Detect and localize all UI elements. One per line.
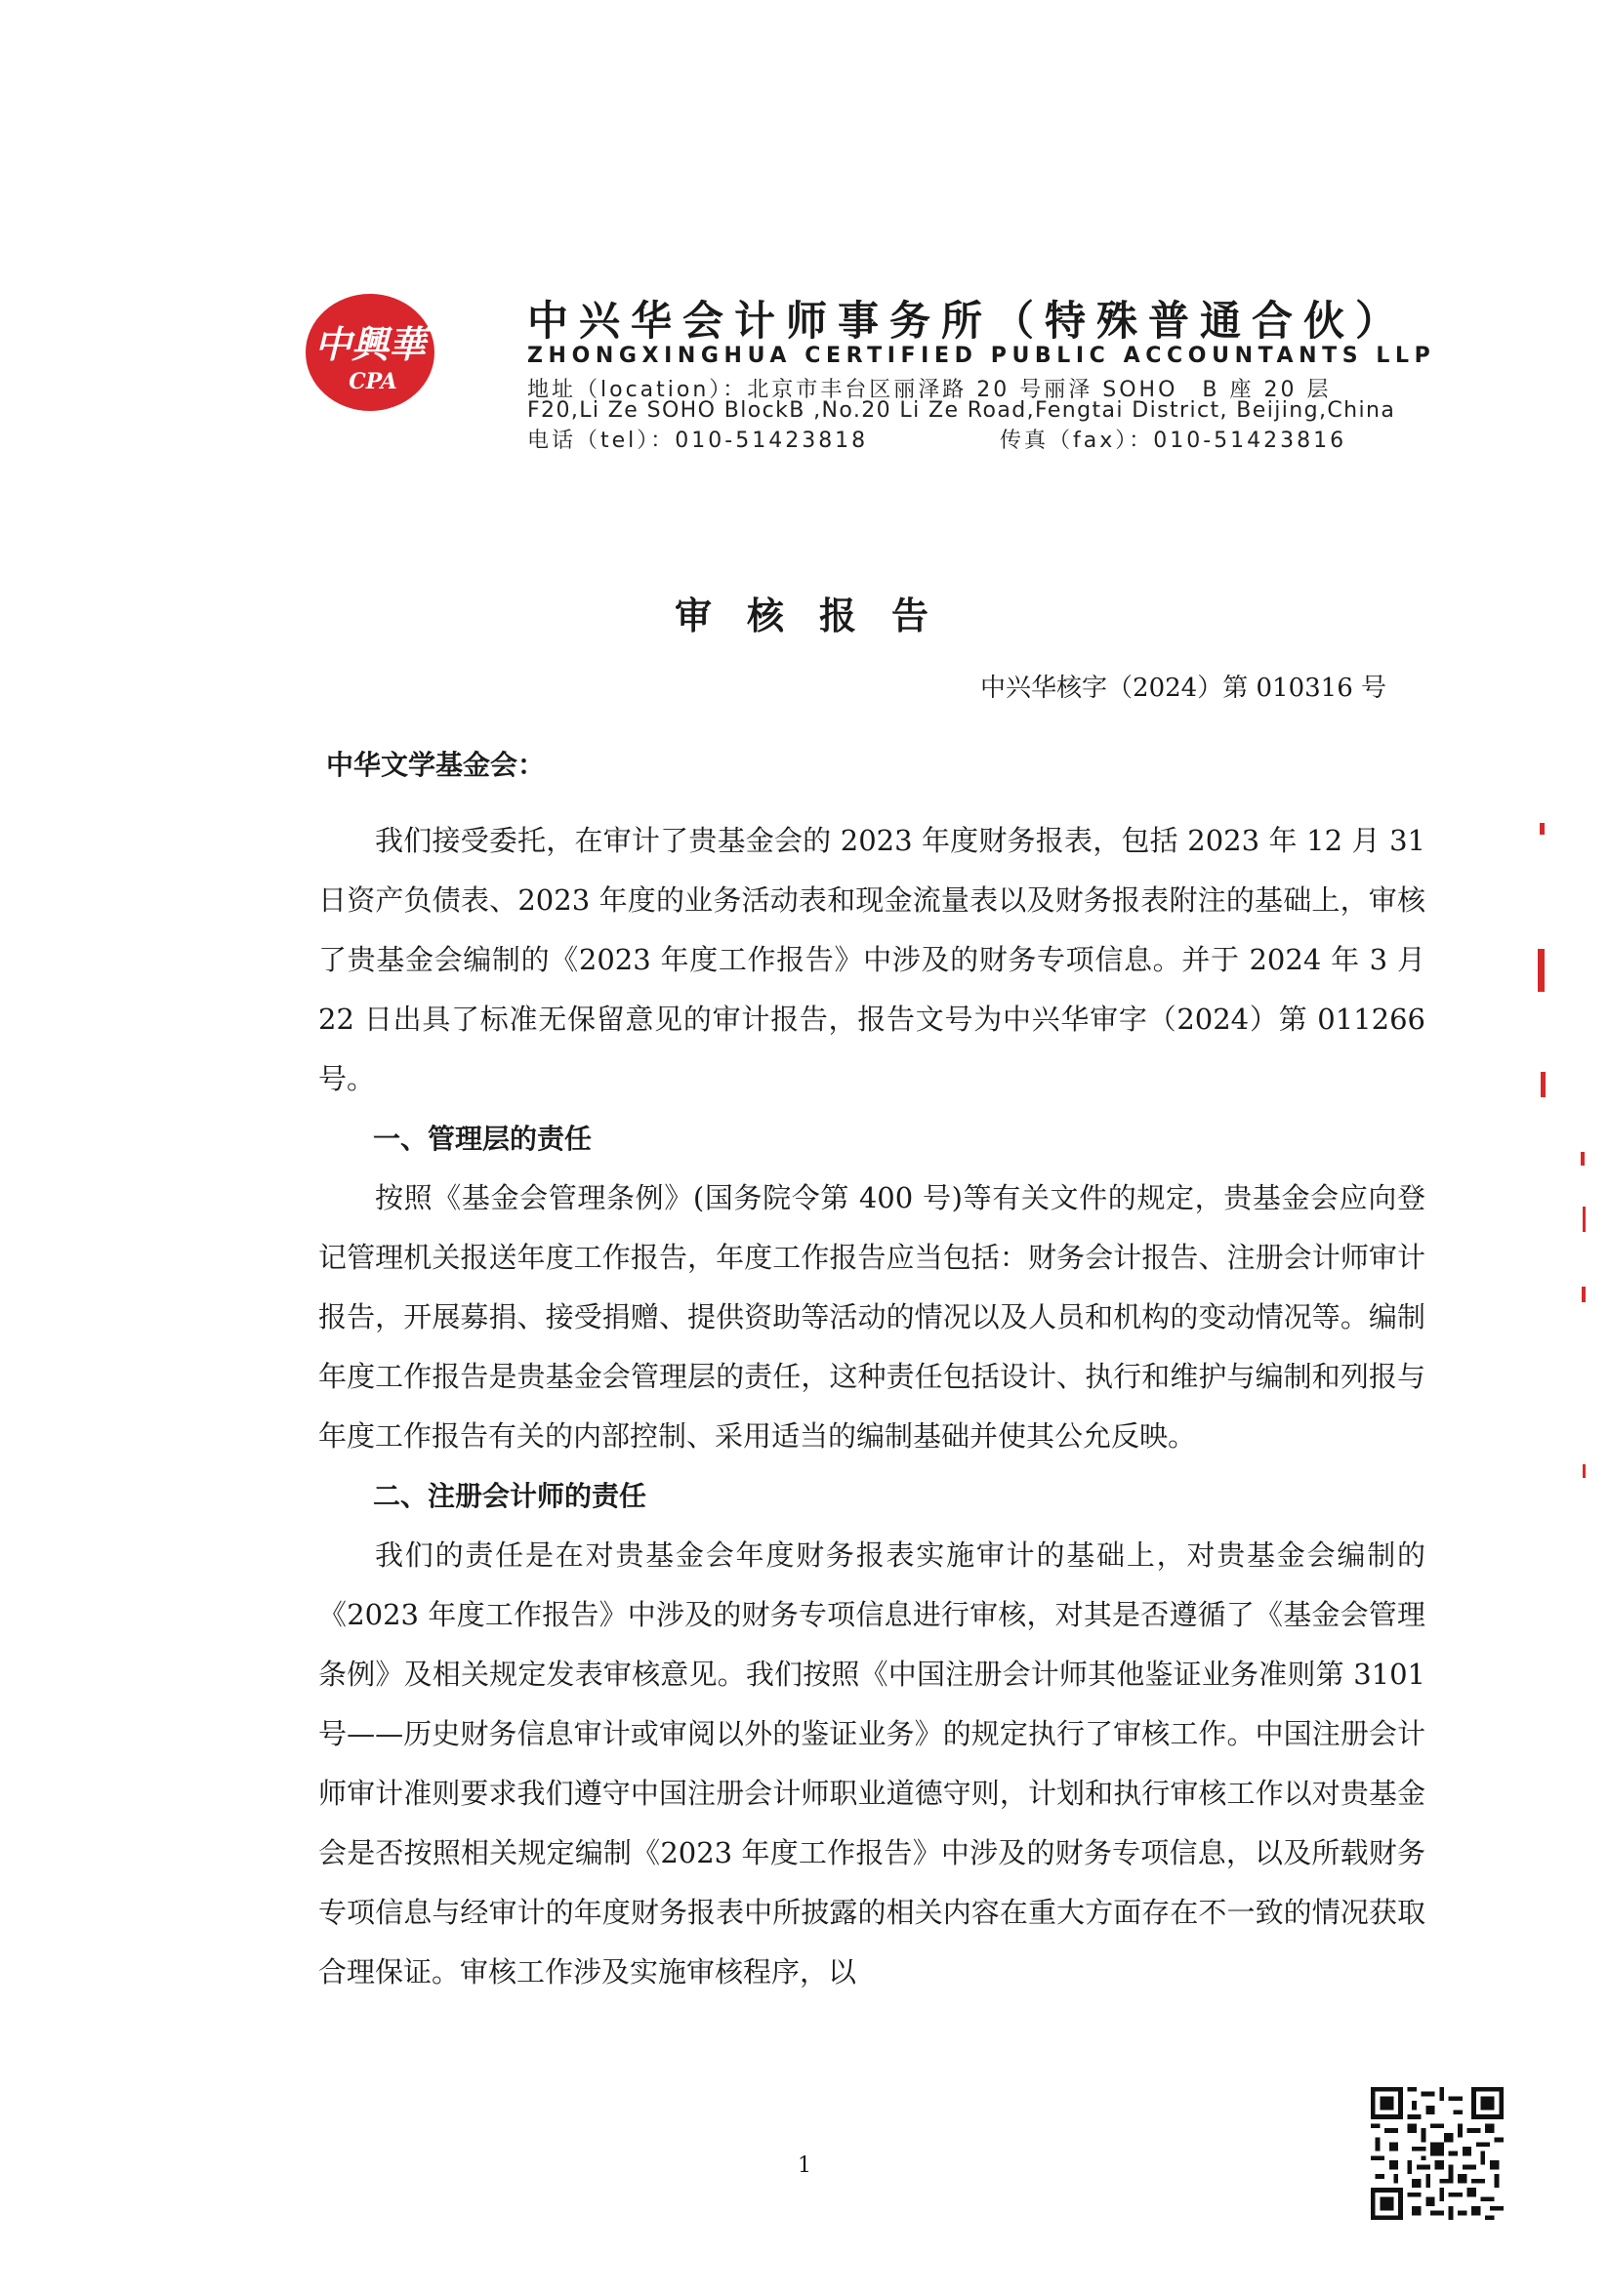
- firm-name-en: ZHONGXINGHUA CERTIFIED PUBLIC ACCOUNTANTS LLP: [527, 344, 1436, 368]
- edge-mark: [1538, 949, 1545, 992]
- paragraph-2: 按照《基金会管理条例》(国务院令第 400 号)等有关文件的规定，贵基金会应向登记管理机关报送年度工作报告，年度工作报告应当包括：财务会计报告、注册会计师审计报告，开展募捐、接受捐赠、提供资助等活动的情况以及人员和机构的变动情况等。编制年度工作报告是贵基金会管理层的责任，这种责任包括设计、执行和维护与编制和列报与年度工作报告有关的内部控制、采用适当的编制基础并使其公允反映。: [318, 1181, 1425, 1453]
- report-title: 审核报告: [674, 594, 964, 637]
- edge-mark: [1582, 1287, 1586, 1302]
- report-body: [318, 811, 1425, 2002]
- report-reference: 中兴华核字（2024）第 010316 号: [980, 674, 1386, 703]
- edge-mark: [1583, 1464, 1586, 1478]
- heading-cpa-responsibility: 二、注册会计师的责任: [373, 1480, 647, 1512]
- edge-mark: [1541, 1072, 1546, 1097]
- edge-mark: [1583, 1207, 1586, 1232]
- logo-sub: CPA: [349, 369, 397, 394]
- qr-code-icon: [1371, 2087, 1504, 2220]
- fax: 传真（fax）：010-51423816: [1000, 429, 1347, 453]
- heading-management-responsibility: 一、管理层的责任: [373, 1123, 593, 1155]
- edge-mark: [1581, 1152, 1585, 1166]
- tel: 电话（tel）：010-51423818: [527, 429, 869, 453]
- addressee: 中华文学基金会：: [326, 749, 546, 781]
- page-number: 1: [798, 2153, 811, 2178]
- firm-logo-icon: [305, 293, 435, 412]
- logo-text: 中興華: [313, 322, 427, 366]
- contact-line: [527, 424, 1425, 454]
- address-en: F20,Li Ze SOHO BlockB ,No.20 Li Ze Road,Fengtai District, Beijing,China: [527, 398, 1396, 423]
- paragraph-3: 我们的责任是在对贵基金会年度财务报表实施审计的基础上，对贵基金会编制的《2023 年度工作报告》中涉及的财务专项信息进行审核，对其是否遵循了《基金会管理条例》及相关规定发表审核意见。我们按照《中国注册会计师其他鉴证业务准则第 3101 号——历史财务信息审计或审阅以外的鉴证业务》的规定执行了审核工作。中国注册会计师审计准则要求我们遵守中国注册会计师职业道德守则，计划和执行审核工作以对贵基金会是否按照相关规定编制《2023 年度工作报告》中涉及的财务专项信息，以及所载财务专项信息与经审计的年度财务报表中所披露的相关内容在重大方面存在不一致的情况获取合理保证。审核工作涉及实施审核程序，以: [318, 1538, 1425, 1988]
- paragraph-1: 我们接受委托，在审计了贵基金会的 2023 年度财务报表，包括 2023 年 12 月 31 日资产负债表、2023 年度的业务活动表和现金流量表以及财务报表附注的基础上，审核了贵基金会编制的《2023 年度工作报告》中涉及的财务专项信息。并于 2024 年 3 月 22 日出具了标准无保留意见的审计报告，报告文号为中兴华审字（2024）第 011266 号。: [318, 824, 1425, 1095]
- address-cn: 地址（location）：北京市丰台区丽泽路 20 号丽泽 SOHO B 座 20 层: [527, 378, 1332, 402]
- firm-name-cn: 中兴华会计师事务所（特殊普通合伙）: [527, 297, 1408, 345]
- edge-mark: [1540, 823, 1545, 835]
